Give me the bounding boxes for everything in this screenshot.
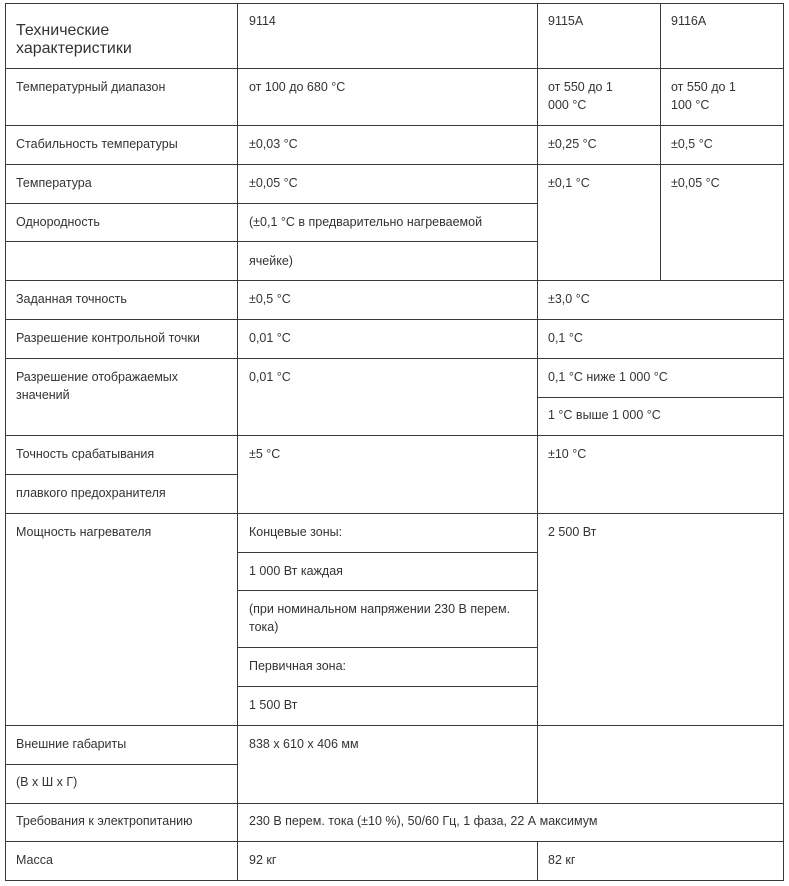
display-resolution-9115a-below: 0,1 °C ниже 1 000 °C	[548, 370, 668, 384]
row-label-setpoint-resolution: Разрешение контрольной точки	[16, 331, 200, 345]
row-label-set-accuracy: Заданная точность	[16, 292, 127, 306]
row-label-heater-power: Мощность нагревателя	[16, 525, 152, 539]
row-label-temp-stability: Стабильность температуры	[16, 137, 178, 151]
row-label-dimensions-axes: (В x Ш x Г)	[16, 775, 78, 789]
row-label-temp-range: Температурный диапазон	[16, 80, 166, 94]
temperature-9115a: ±0,1 °C	[548, 176, 590, 190]
header-9114: 9114	[249, 14, 276, 28]
uniformity-9114-line1: (±0,1 °C в предварительно нагреваемой	[249, 215, 483, 229]
row-label-fuse-accuracy: Точность срабатывания	[16, 447, 155, 461]
header-9115a: 9115A	[548, 14, 584, 28]
temp-range-9114: от 100 до 680 °C	[249, 80, 346, 94]
header-9116a: 9116A	[671, 14, 707, 28]
temperature-9116a: ±0,05 °C	[671, 176, 720, 190]
setpoint-resolution-9114: 0,01 °C	[249, 331, 291, 345]
temp-stability-9114: ±0,03 °C	[249, 137, 298, 151]
setpoint-resolution-9115a: 0,1 °C	[548, 331, 583, 345]
row-label-mass: Масса	[16, 853, 53, 867]
heater-power-9114-note: (при номинальном напряжении 230 В перем. тока)	[249, 602, 511, 634]
uniformity-9114-line2: ячейке)	[249, 254, 293, 268]
dimensions-value: 838 x 610 x 406 мм	[249, 737, 359, 751]
display-resolution-9114: 0,01 °C	[249, 370, 291, 384]
set-accuracy-9114: ±0,5 °C	[249, 292, 291, 306]
power-requirements-value: 230 В перем. тока (±10 %), 50/60 Гц, 1 фаза, 22 А максимум	[249, 814, 598, 828]
temp-stability-9116a: ±0,5 °C	[671, 137, 713, 151]
temp-stability-9115a: ±0,25 °C	[548, 137, 597, 151]
fuse-accuracy-9114: ±5 °C	[249, 447, 281, 461]
row-label-power-requirements: Требования к электропитанию	[16, 814, 193, 828]
heater-power-9114-each: 1 000 Вт каждая	[249, 564, 343, 578]
row-label-display-resolution: Разрешение отображаемых значений	[16, 370, 179, 402]
set-accuracy-9115a: ±3,0 °C	[548, 292, 590, 306]
temp-range-9116a: от 550 до 1 100 °C	[671, 80, 736, 112]
fuse-accuracy-9115a: ±10 °C	[548, 447, 587, 461]
heater-power-9114-end-zones: Концевые зоны:	[249, 525, 343, 539]
heater-power-9114-primary-value: 1 500 Вт	[249, 698, 298, 712]
temp-range-9115a: от 550 до 1 000 °C	[548, 80, 613, 112]
mass-9114: 92 кг	[249, 853, 277, 867]
row-label-dimensions: Внешние габариты	[16, 737, 127, 751]
heater-power-9115a: 2 500 Вт	[548, 525, 597, 539]
header-label: Технические характеристики	[16, 22, 132, 57]
temperature-9114: ±0,05 °C	[249, 176, 298, 190]
mass-9115a: 82 кг	[548, 853, 576, 867]
row-label-uniformity: Однородность	[16, 215, 100, 229]
row-label-fuse-accuracy-cont: плавкого предохранителя	[16, 486, 166, 500]
display-resolution-9115a-above: 1 °C выше 1 000 °C	[548, 408, 661, 422]
row-label-temperature: Температура	[16, 176, 92, 190]
heater-power-9114-primary-zone: Первичная зона:	[249, 659, 346, 673]
